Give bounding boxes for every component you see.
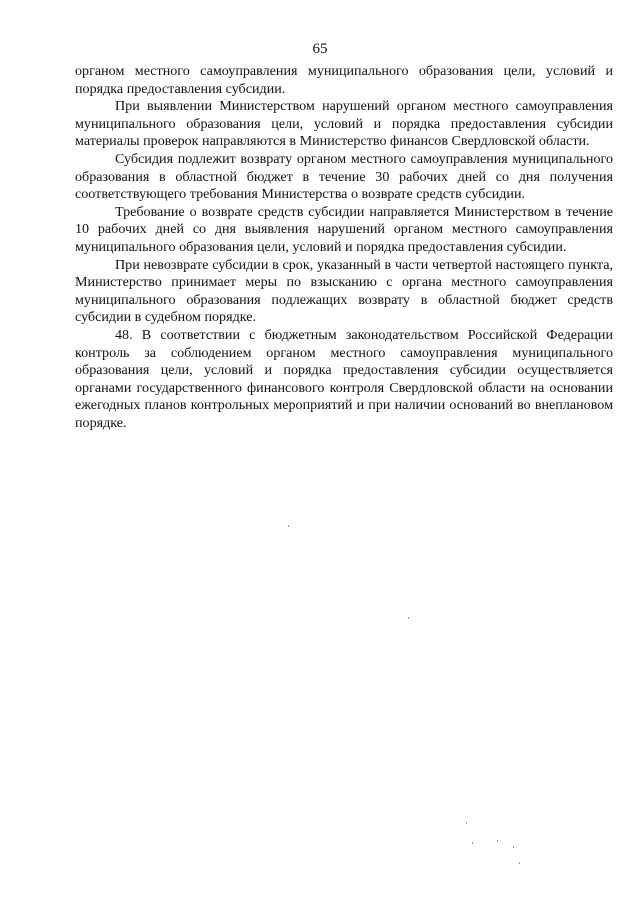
paragraph-item-48-control: 48. В соответствии с бюджетным законодательством Российской Федерации контроль за соблюдением органом местного самоуправления муниципального образования цели, условий и порядка предоставления субсидии осуществляется органами государственного финансового контроля Свердловской области на основании ежегодных планов контрольных мероприятий и при наличии оснований во внеплановом порядке. <box>75 326 613 431</box>
scan-speck <box>519 862 520 864</box>
paragraph-subsidy-return: Субсидия подлежит возврату органом местного самоуправления муниципального образования в областной бюджет в течение 30 рабочих дней со дня получения соответствующего требования Министерства о возврате средств субсидии. <box>75 150 613 203</box>
scan-speck <box>288 525 289 527</box>
paragraph-continuation: органом местного самоуправления муниципального образования цели, условий и порядка предоставления субсидии. <box>75 63 613 97</box>
paragraph-violation-detection: При выявлении Министерством нарушений органом местного самоуправления муниципального образования цели, условий и порядка предоставления субсидии материалы проверок направляются в Министерство финансов Свердловской области. <box>75 98 613 150</box>
scan-speck <box>408 617 409 619</box>
paragraph-return-requirement: Требование о возврате средств субсидии направляется Министерством в течение 10 рабочих дней со дня выявления нарушений органом местного самоуправления муниципального образования цели, условий и порядка предоставления субсидии. <box>75 203 613 255</box>
scan-speck <box>497 840 498 842</box>
scan-speck <box>472 842 473 844</box>
scan-speck <box>513 846 514 848</box>
document-body <box>75 63 613 432</box>
page-number: 65 <box>312 41 328 57</box>
paragraph-non-return-measures: При невозврате субсидии в срок, указанный в части четвертой настоящего пункта, Министерство принимает меры по взысканию с органа местного самоуправления муниципального образования подлежащих возврату в областной бюджет средств субсидии в судебном порядке. <box>75 256 613 326</box>
scan-speck <box>466 822 467 824</box>
